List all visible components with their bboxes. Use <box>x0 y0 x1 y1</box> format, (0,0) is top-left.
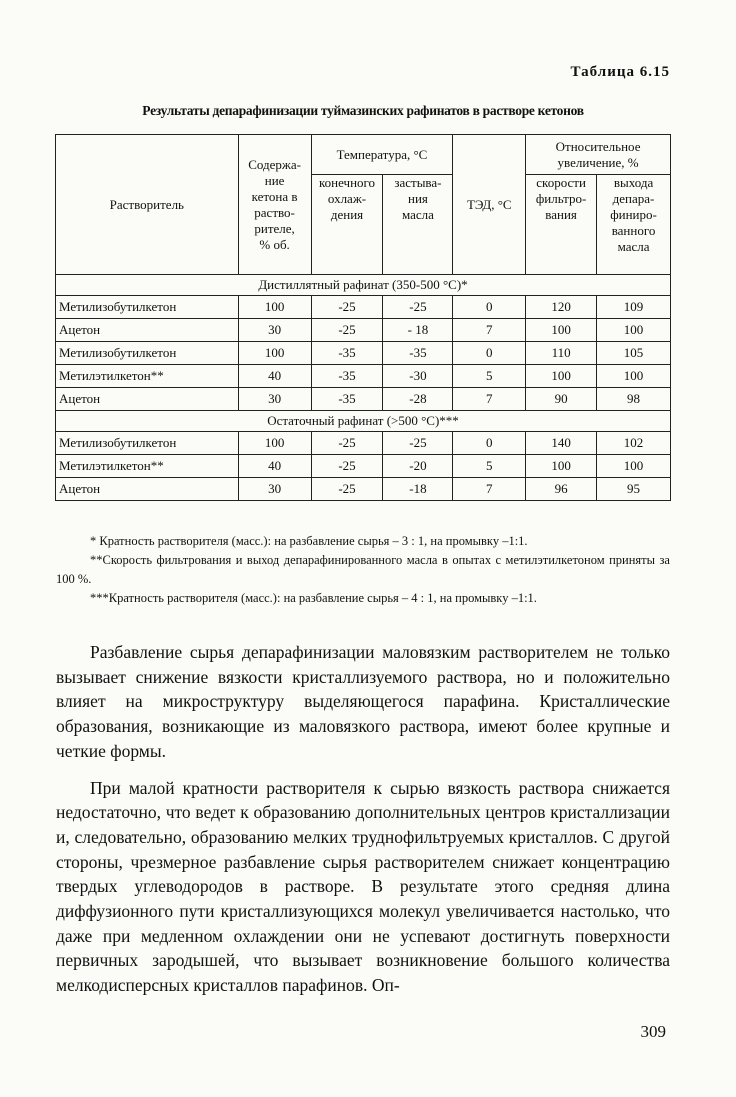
value-cell: 100 <box>597 319 671 342</box>
paragraph-2: При малой кратности растворителя к сырью вязкость раствора снижается недостаточно, что ведет к образованию дополнительных центров кристаллизации и, следовательно, образованию мелких труднофильтруемых кристаллов. С другой стороны, чрезмерное разбавление сырья растворителем снижает концентрацию твердых углеводородов в растворе. В результате этого средняя длина диффузионного пути кристаллизующихся молекул увеличивается настолько, что даже при медленном охлаждении они не успевают достигнуть поверхности первичных зародышей, что вызывает возникновение большого количества мелкодисперсных кристаллов парафинов. Оп- <box>56 777 670 996</box>
table-number: Таблица 6.15 <box>570 64 670 80</box>
header-dewaxed-yield: выхода депара- финиро- ванного масла <box>597 175 671 275</box>
solvent-cell: Метилизобутилкетон <box>56 432 239 455</box>
solvent-cell: Метилэтилкетон** <box>56 455 239 478</box>
table-row <box>56 342 671 365</box>
solvent-cell: Метилэтилкетон** <box>56 365 239 388</box>
value-cell: 140 <box>526 432 597 455</box>
section-row <box>56 411 671 432</box>
table-row <box>56 478 671 501</box>
table-row <box>56 296 671 319</box>
header-temperature: Температура, °С <box>311 135 453 175</box>
section-title: Дистиллятный рафинат (350-500 °С)* <box>56 275 671 296</box>
value-cell: -18 <box>383 478 453 501</box>
footnote-1: * Кратность растворителя (масс.): на разбавление сырья – 3 : 1, на промывку –1:1. <box>90 534 528 548</box>
value-cell: 105 <box>597 342 671 365</box>
value-cell: -20 <box>383 455 453 478</box>
value-cell: 109 <box>597 296 671 319</box>
header-relative-increase: Относительное увеличение, % <box>526 135 671 175</box>
header-solvent: Растворитель <box>56 135 239 275</box>
value-cell: 90 <box>526 388 597 411</box>
value-cell: 100 <box>597 455 671 478</box>
value-cell: -25 <box>311 319 383 342</box>
value-cell: 30 <box>238 319 311 342</box>
value-cell: 100 <box>526 455 597 478</box>
solvent-cell: Метилизобутилкетон <box>56 342 239 365</box>
value-cell: -35 <box>383 342 453 365</box>
table-row <box>56 455 671 478</box>
paragraph-1: Разбавление сырья депарафинизации маловязким растворителем не только вызывает снижение вязкости кристаллизуемого раствора, но и положительно влияет на микроструктуру выделяющегося парафина. Кристаллические образования, возникающие из маловязкого раствора, имеют более крупные и четкие формы. <box>56 642 670 761</box>
value-cell: -25 <box>383 432 453 455</box>
table-row <box>56 365 671 388</box>
solvent-cell: Ацетон <box>56 319 239 342</box>
value-cell: 100 <box>238 342 311 365</box>
value-cell: 0 <box>453 342 526 365</box>
value-cell: 5 <box>453 455 526 478</box>
table-title: Результаты депарафинизации туймазинских рафинатов в растворе кетонов <box>142 103 584 118</box>
value-cell: 0 <box>453 296 526 319</box>
value-cell: 100 <box>238 296 311 319</box>
value-cell: -25 <box>311 455 383 478</box>
value-cell: -25 <box>383 296 453 319</box>
value-cell: 40 <box>238 455 311 478</box>
value-cell: 30 <box>238 478 311 501</box>
value-cell: 120 <box>526 296 597 319</box>
header-filtration-rate: скорости фильтро- вания <box>526 175 597 275</box>
value-cell: -28 <box>383 388 453 411</box>
value-cell: -25 <box>311 478 383 501</box>
value-cell: 96 <box>526 478 597 501</box>
value-cell: -35 <box>311 365 383 388</box>
section-title: Остаточный рафинат (>500 °С)*** <box>56 411 671 432</box>
value-cell: 0 <box>453 432 526 455</box>
value-cell: 110 <box>526 342 597 365</box>
table-row <box>56 388 671 411</box>
value-cell: 7 <box>453 478 526 501</box>
value-cell: 100 <box>526 365 597 388</box>
value-cell: 98 <box>597 388 671 411</box>
results-table <box>55 134 671 501</box>
value-cell: -35 <box>311 342 383 365</box>
page-number: 309 <box>640 1022 666 1041</box>
header-ted: ТЭД, °С <box>453 135 526 275</box>
value-cell: -35 <box>311 388 383 411</box>
value-cell: 40 <box>238 365 311 388</box>
value-cell: -25 <box>311 432 383 455</box>
header-oil-pour: застыва- ния масла <box>383 175 453 275</box>
footnotes <box>56 532 670 608</box>
header-ketone-content: Содержа- ние кетона в раство- рителе, % об. <box>238 135 311 275</box>
table-row <box>56 319 671 342</box>
value-cell: 100 <box>526 319 597 342</box>
section-row <box>56 275 671 296</box>
value-cell: 100 <box>238 432 311 455</box>
value-cell: - 18 <box>383 319 453 342</box>
body-text <box>56 640 670 1010</box>
table-row <box>56 432 671 455</box>
value-cell: 100 <box>597 365 671 388</box>
value-cell: -30 <box>383 365 453 388</box>
value-cell: 95 <box>597 478 671 501</box>
footnote-2: **Скорость фильтрования и выход депарафинированного масла в опытах с метилэтилкетоном приняты за 100 %. <box>56 553 670 586</box>
header-final-cooling: конечного охлаж- дения <box>311 175 383 275</box>
footnote-3: ***Кратность растворителя (масс.): на разбавление сырья – 4 : 1, на промывку –1:1. <box>90 591 537 605</box>
value-cell: 5 <box>453 365 526 388</box>
value-cell: 7 <box>453 388 526 411</box>
value-cell: 102 <box>597 432 671 455</box>
solvent-cell: Метилизобутилкетон <box>56 296 239 319</box>
value-cell: 7 <box>453 319 526 342</box>
value-cell: 30 <box>238 388 311 411</box>
solvent-cell: Ацетон <box>56 388 239 411</box>
solvent-cell: Ацетон <box>56 478 239 501</box>
value-cell: -25 <box>311 296 383 319</box>
